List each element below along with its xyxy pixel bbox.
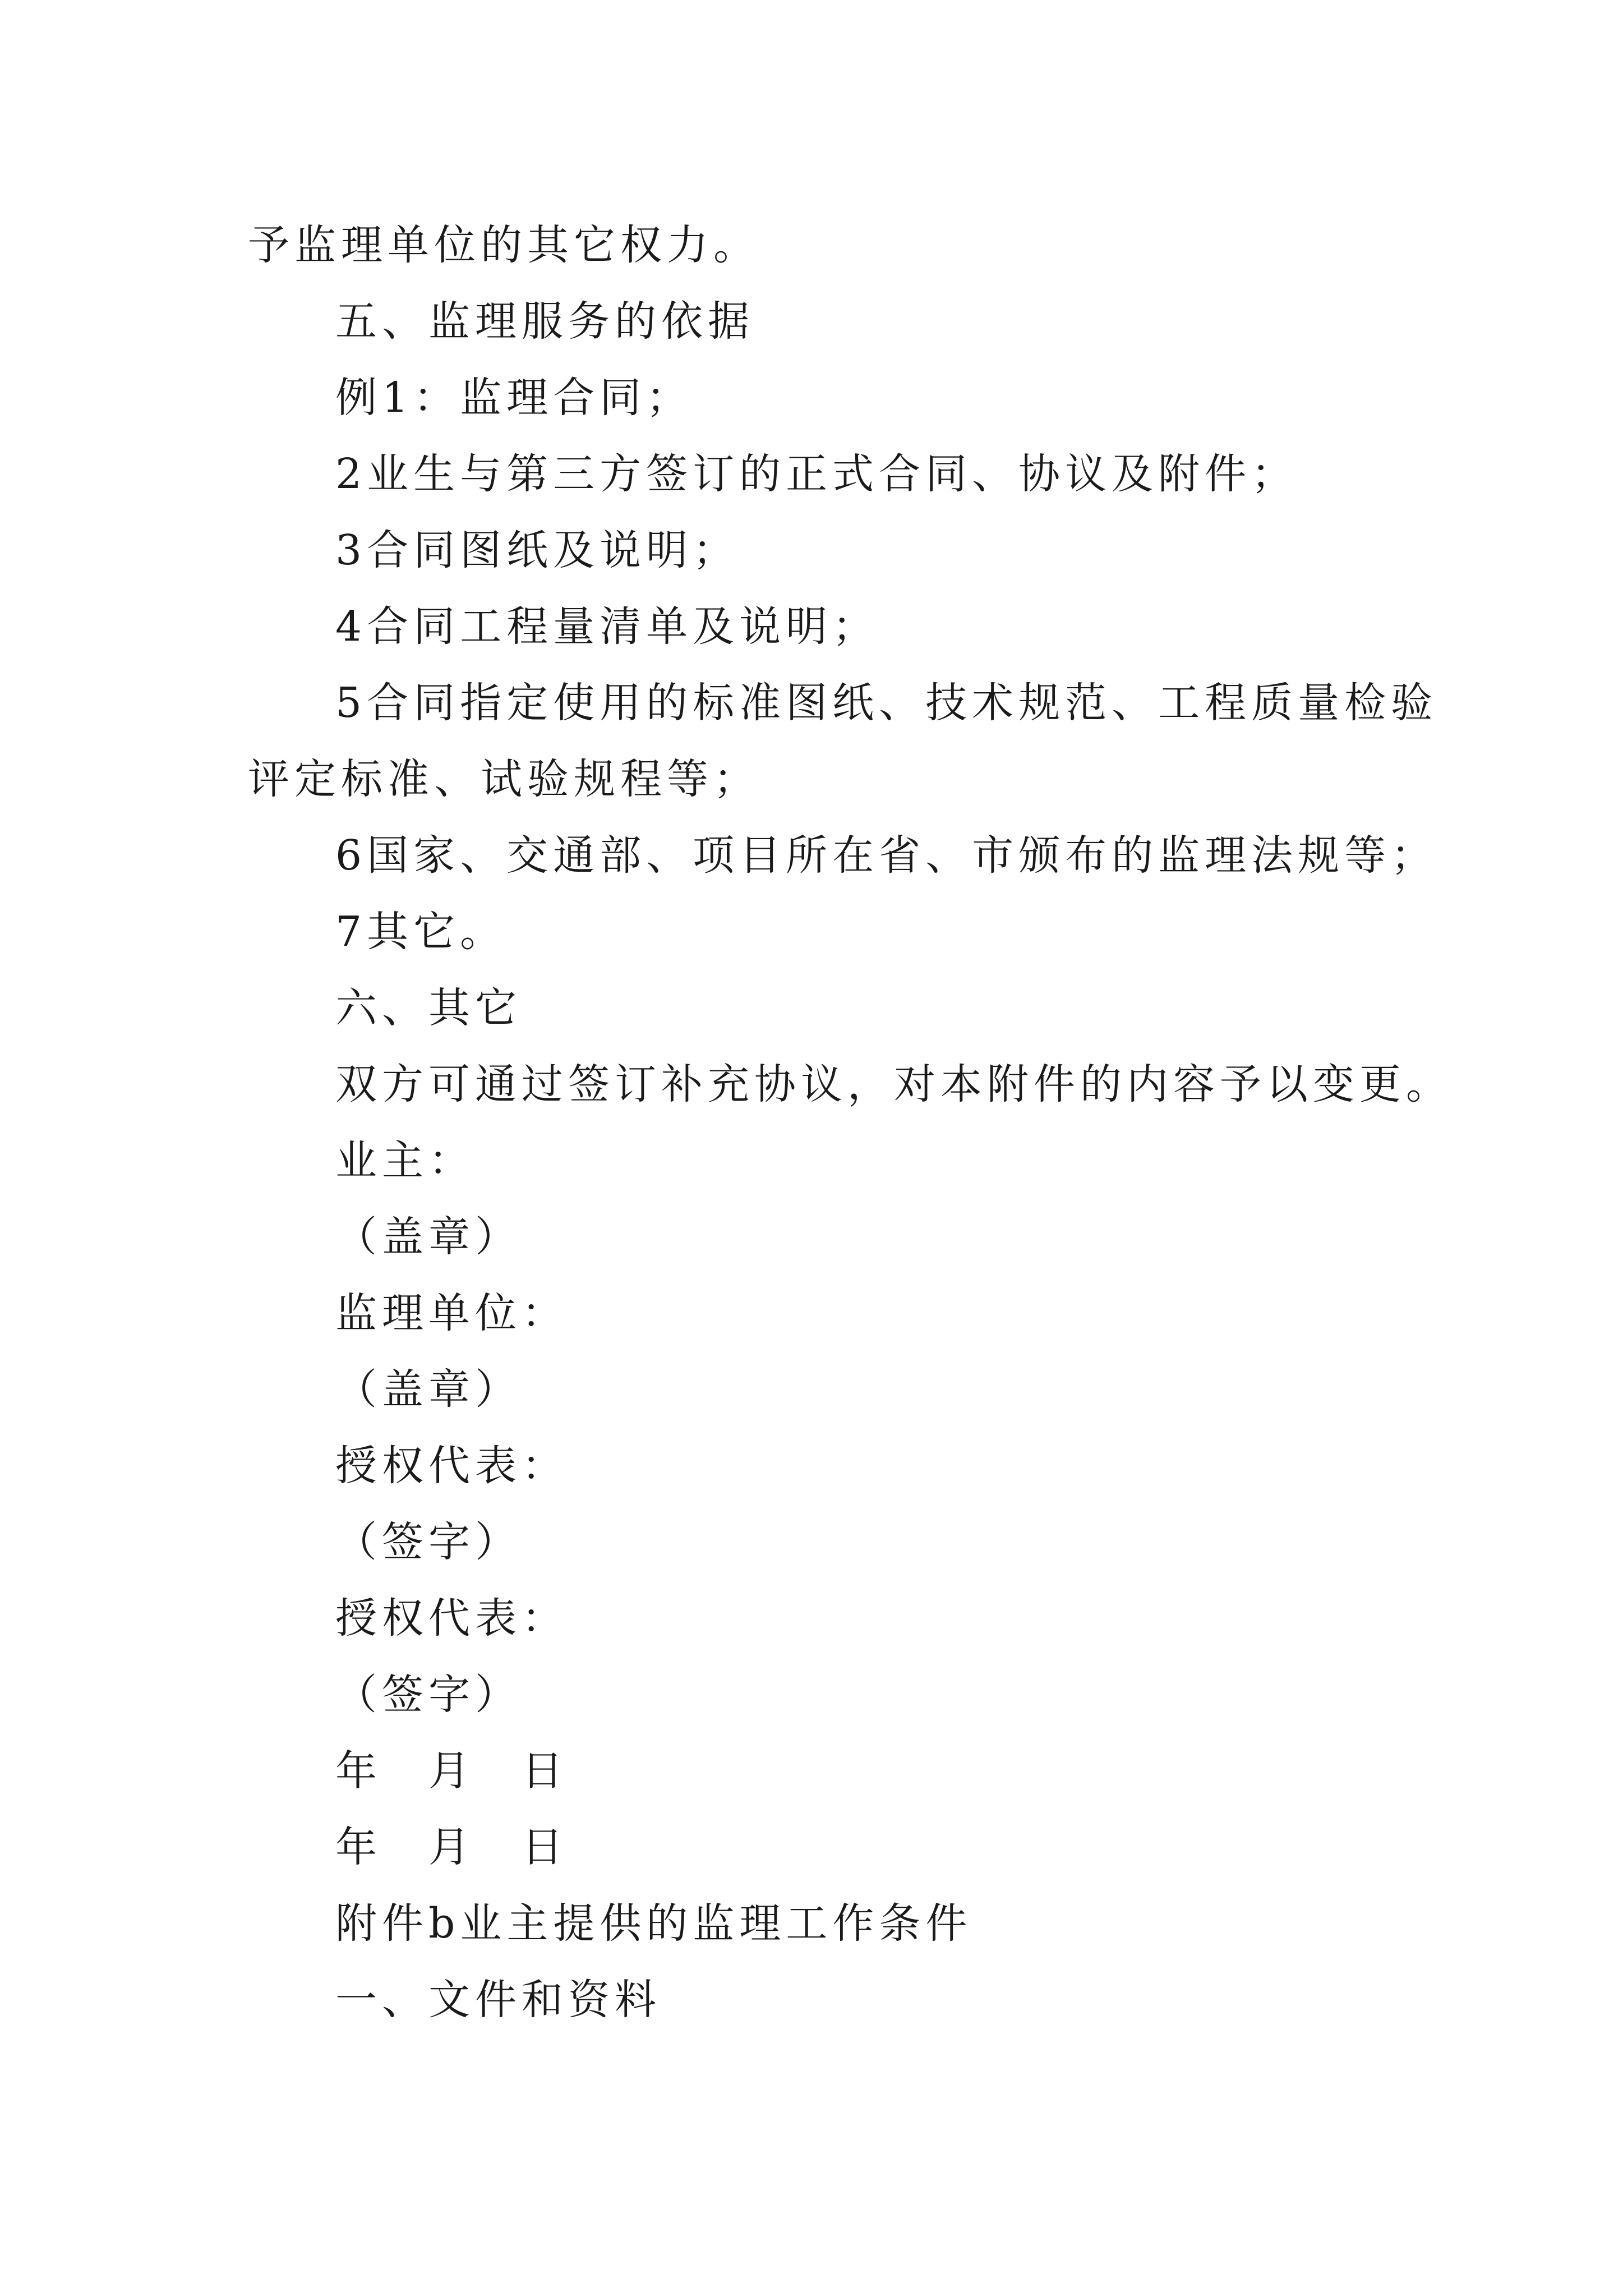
section-heading: 五、监理服务的依据: [335, 297, 754, 346]
text-line: 7其它。: [335, 908, 507, 956]
section-heading: 一、文件和资料: [335, 1976, 661, 2024]
text-line: 评定标准、试验规程等；: [248, 755, 760, 803]
text-line: 2业生与第三方签订的正式合同、协议及附件；: [335, 450, 1298, 498]
text-line: 5合同指定使用的标准图纸、技术规范、工程质量检验: [335, 679, 1438, 727]
text-line: 双方可通过签订补充协议，对本附件的内容予以变更。: [335, 1060, 1453, 1108]
section-heading: 六、其它: [335, 984, 522, 1032]
text-line: 3合同图纸及说明；: [335, 526, 740, 574]
signature-label: 授权代表：: [335, 1442, 568, 1490]
signature-label: 授权代表：: [335, 1594, 568, 1642]
text-line: 6国家、交通部、项目所在省、市颁布的监理法规等；: [335, 831, 1438, 880]
seal-label: （盖章）: [335, 1213, 522, 1261]
appendix-title: 附件b业主提供的监理工作条件: [335, 1899, 972, 1948]
signature-label: 监理单位：: [335, 1289, 568, 1337]
signature-label: 业主：: [335, 1137, 475, 1185]
sign-label: （签字）: [335, 1671, 522, 1719]
date-line: 年 月 日: [335, 1823, 568, 1871]
text-line: 予监理单位的其它权力。: [248, 221, 760, 269]
text-line: 例1：监理合同；: [335, 374, 693, 422]
sign-label: （签字）: [335, 1518, 522, 1566]
seal-label: （盖章）: [335, 1365, 522, 1414]
text-line: 4合同工程量清单及说明；: [335, 602, 879, 651]
date-line: 年 月 日: [335, 1747, 568, 1795]
